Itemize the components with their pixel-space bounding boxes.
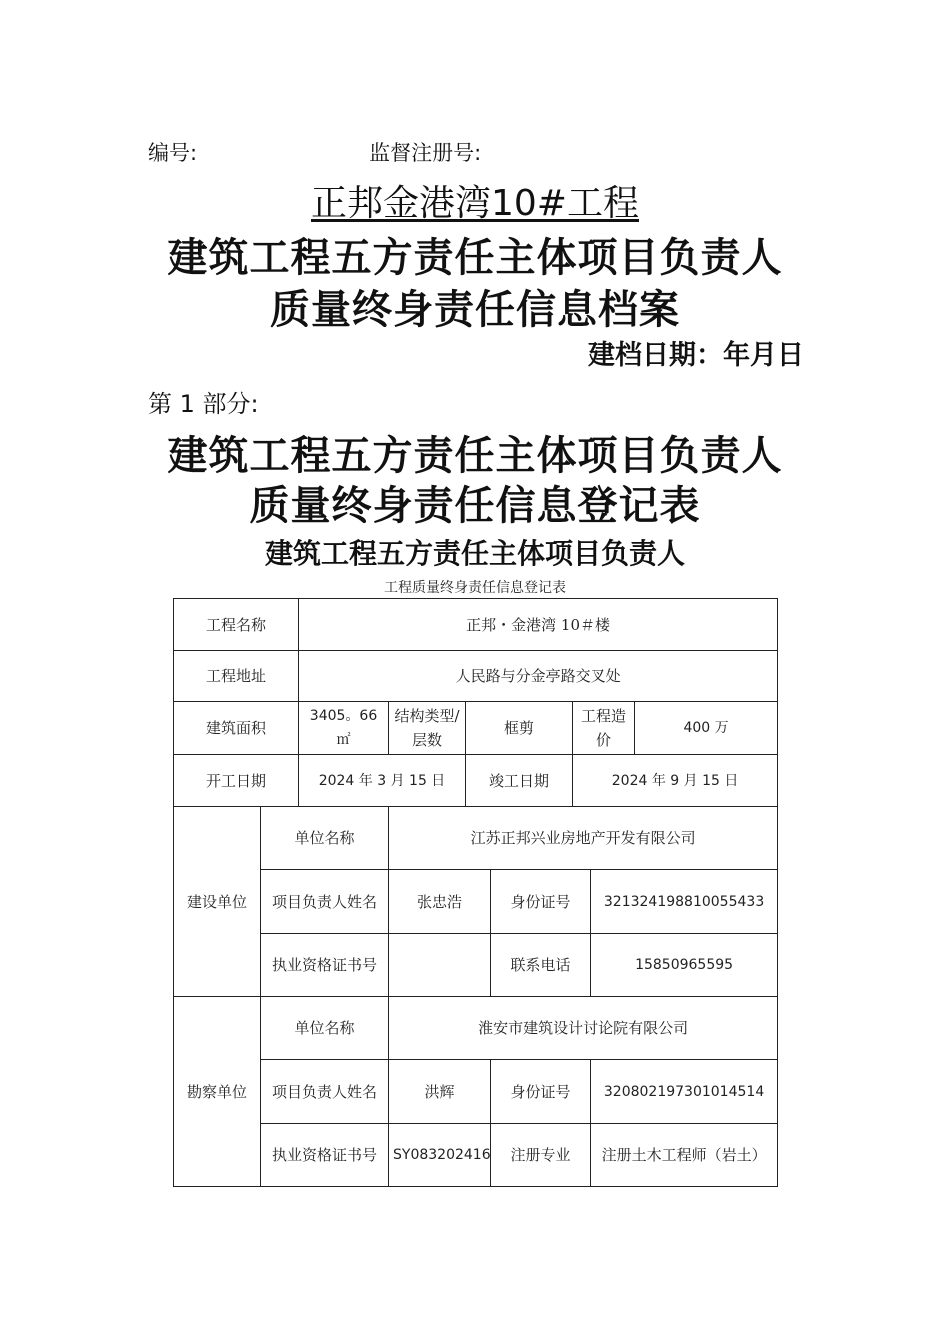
archive-title-line1: 建筑工程五方责任主体项目负责人 [167, 235, 783, 281]
finish-date-value: 2024 年 9 月 15 日 [573, 755, 778, 807]
survey-cert-label: 执业资格证书号 [261, 1124, 389, 1187]
area-label: 建筑面积 [174, 702, 299, 755]
register-title-line1: 建筑工程五方责任主体项目负责人 [167, 433, 783, 479]
table-row [174, 651, 778, 702]
survey-major: 注册土木工程师（岩土） [591, 1124, 778, 1187]
cost-label: 工程造价 [573, 702, 635, 755]
table-row [174, 702, 778, 755]
table-row [174, 934, 778, 997]
survey-id-number: 320802197301014514 [591, 1060, 778, 1124]
construction-phone-label: 联系电话 [491, 934, 591, 997]
construction-unit-label: 建设单位 [174, 807, 261, 997]
finish-date-label: 竣工日期 [466, 755, 573, 807]
survey-unit-name: 淮安市建筑设计讨论院有限公司 [389, 997, 778, 1060]
start-date-value: 2024 年 3 月 15 日 [299, 755, 466, 807]
register-title-line2: 质量终身责任信息登记表 [249, 483, 701, 529]
project-name-label: 工程名称 [174, 599, 299, 651]
register-form [173, 598, 778, 1187]
table-caption: 工程质量终身责任信息登记表 [384, 580, 566, 596]
table-row [174, 755, 778, 807]
project-address-label: 工程地址 [174, 651, 299, 702]
table-row [174, 1060, 778, 1124]
survey-manager-name: 洪辉 [389, 1060, 491, 1124]
project-address-value: 人民路与分金亭路交叉处 [299, 651, 778, 702]
construction-cert-number [389, 934, 491, 997]
table-row [174, 1124, 778, 1187]
construction-id-number: 321324198810055433 [591, 870, 778, 934]
sub-title: 建筑工程五方责任主体项目负责人 [264, 537, 685, 570]
survey-unit-label: 勘察单位 [174, 997, 261, 1187]
structure-value: 框剪 [466, 702, 573, 755]
construction-manager-label: 项目负责人姓名 [261, 870, 389, 934]
project-title: 正邦金港湾10#工程 [311, 183, 639, 224]
survey-manager-label: 项目负责人姓名 [261, 1060, 389, 1124]
structure-label: 结构类型/层数 [389, 702, 466, 755]
table-row [174, 807, 778, 870]
serial-line [148, 137, 481, 167]
archive-date: 建档日期：年月日 [588, 340, 804, 371]
start-date-label: 开工日期 [174, 755, 299, 807]
survey-id-label: 身份证号 [491, 1060, 591, 1124]
survey-unit-name-label: 单位名称 [261, 997, 389, 1060]
table-row [174, 599, 778, 651]
table-row [174, 870, 778, 934]
project-name-value: 正邦・金港湾 10＃楼 [299, 599, 778, 651]
part-label: 第 1 部分: [148, 390, 259, 418]
cost-value: 400 万 [635, 702, 778, 755]
area-value: 3405。66 ㎡ [299, 702, 389, 755]
construction-unit-name: 江苏正邦兴业房地产开发有限公司 [389, 807, 778, 870]
supervision-label: 监督注册号: [369, 141, 482, 165]
archive-title-line2: 质量终身责任信息档案 [270, 287, 680, 333]
construction-phone: 15850965595 [591, 934, 778, 997]
serial-label: 编号: [148, 141, 198, 165]
survey-major-label: 注册专业 [491, 1124, 591, 1187]
register-table [173, 598, 777, 1187]
table-row [174, 997, 778, 1060]
construction-manager-name: 张忠浩 [389, 870, 491, 934]
survey-cert-number: SY083202416 [389, 1124, 491, 1187]
construction-id-label: 身份证号 [491, 870, 591, 934]
construction-unit-name-label: 单位名称 [261, 807, 389, 870]
construction-cert-label: 执业资格证书号 [261, 934, 389, 997]
